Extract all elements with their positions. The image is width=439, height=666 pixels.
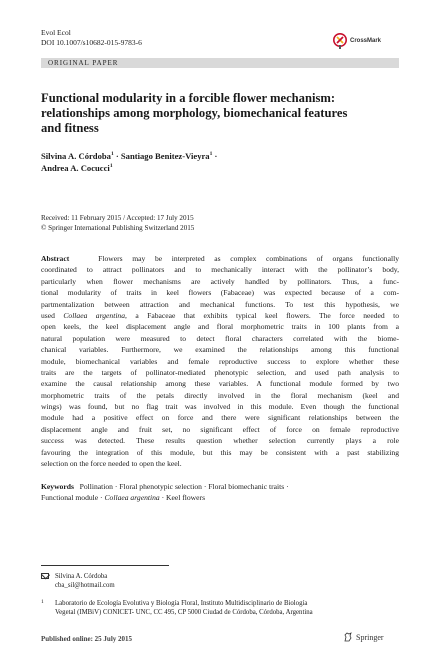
affiliation-marker: 1 [109,163,113,169]
springer-horse-icon [343,632,353,642]
footnote-divider [41,565,169,566]
abstract-line: coordinated to attract pollinators and to mechanically interact with the pollinator’s body, [41,265,399,275]
affiliation-line: Vegetal (IMBiV) CONICET- UNC, CC 495, CP 5000 Ciudad de Córdoba, Córdoba, Argentina [55,609,313,616]
springer-label: Springer [356,632,384,642]
abstract-line: examine the causal relationship among these variables. A functional module formed by two [41,379,399,389]
keywords-heading: Keywords [41,482,74,491]
abstract-line: partmentalization between attraction and mechanical functions. To test this hypothesis, we [41,299,399,309]
abstract-line: wings) was found, but no flag trait was involved in this module. Even though the functional [41,402,399,412]
species-name: Collaea argentina [63,310,126,320]
abstract-line: module had a positive effect on force and there were significant relationships between the [41,413,399,423]
abstract-line: particularly when flower mechanisms are actively handled by pollinators. Thus, a func- [41,276,399,286]
author-name[interactable]: Silvina A. Córdoba [41,151,111,161]
journal-name: Evol Ecol [41,28,71,37]
author-name[interactable]: Andrea A. Cocucci [41,163,110,173]
author-separator: · [113,151,121,161]
abstract-line: module, biomechanical variables and female reproductive success to explore whether these [41,356,399,366]
published-online-date: Published online: 25 July 2015 [41,635,133,643]
abstract-line: chanical variables. Furthermore, we examined the relationships among this functional [41,345,399,355]
journal-doi[interactable]: DOI 10.1007/s10682-015-9783-6 [41,38,142,47]
abstract-line: morphometric traits of the petals directly involved in the floral mechanism (keel and [41,390,399,400]
crossmark-label: CrossMark [350,38,382,44]
abstract-line: success was detected. These results question whether selection currently plays a role [41,436,399,446]
abstract-line: open keels, the keel displacement angle and floral morphometric traits in 100 plants from a [41,322,399,332]
affiliation-line: Laboratorio de Ecología Evolutiva y Biología Floral, Instituto Multidisciplinario de Biología [55,600,308,607]
copyright-line: © Springer International Publishing Switzerland 2015 [41,224,195,232]
envelope-icon [41,573,49,579]
springer-logo [343,632,384,642]
species-name: Collaea argentina [104,493,160,503]
title-line: Functional modularity in a forcible flower mechanism: [41,91,336,105]
abstract-line: displacement angle and fruit set, no significant effect of force on female reproductive [41,424,399,434]
crossmark-badge[interactable] [333,33,381,49]
abstract [41,253,399,469]
author-separator: · [212,151,218,161]
article-title [41,91,401,136]
section-bar [41,58,399,68]
abstract-line: Abstract Flowers may be interpreted as complex combinations of organs functionally [41,254,399,263]
article-dates [41,213,194,233]
affiliation-marker: 1 [110,151,114,157]
correspondence [41,572,115,590]
keywords-line: Pollination · Floral phenotypic selection · Floral biomechanic traits · [79,482,289,491]
abstract-line: favouring the integration of this module, but this may be consistent with a past stabilizing [41,447,399,457]
correspondence-name: Silvina A. Córdoba [55,573,108,580]
title-line: relationships among morphology, biomechanical features [41,106,348,120]
received-accepted-dates: Received: 11 February 2015 / Accepted: 17 July 2015 [41,214,194,222]
abstract-line: selection on the force needed to open the keel. [41,459,182,469]
abstract-line: tional modularity of traits in keel flowers (Fabaceae) was expected because of a com- [41,288,399,298]
section-label: ORIGINAL PAPER [48,59,119,67]
abstract-line: natural population were measured to detect floral characters correlated with the biome- [41,333,399,343]
abstract-line: traits are the targets of pollinator-mediated phenotypic selection, and used path analysis to [41,367,399,377]
affiliation-marker: 1 [41,599,44,605]
abstract-line: used Collaea argentina, a Fabaceae that exhibits typical keel flowers. The force needed to [41,310,399,320]
affiliation [41,599,313,617]
abstract-heading: Abstract [41,254,70,263]
crossmark-logo-icon [333,33,347,49]
author-list [41,150,217,174]
title-line: and fitness [41,121,99,135]
journal-header [41,28,142,48]
keywords: Keywords Pollination · Floral phenotypic selection · Floral biomechanic traits · Functional module · Collaea argentina · Keel flowers [41,482,289,503]
correspondence-email[interactable]: cba_sil@hotmail.com [55,582,115,589]
author-name[interactable]: Santiago Benitez-Vieyra [120,151,210,161]
affiliation-marker: 1 [209,151,213,157]
